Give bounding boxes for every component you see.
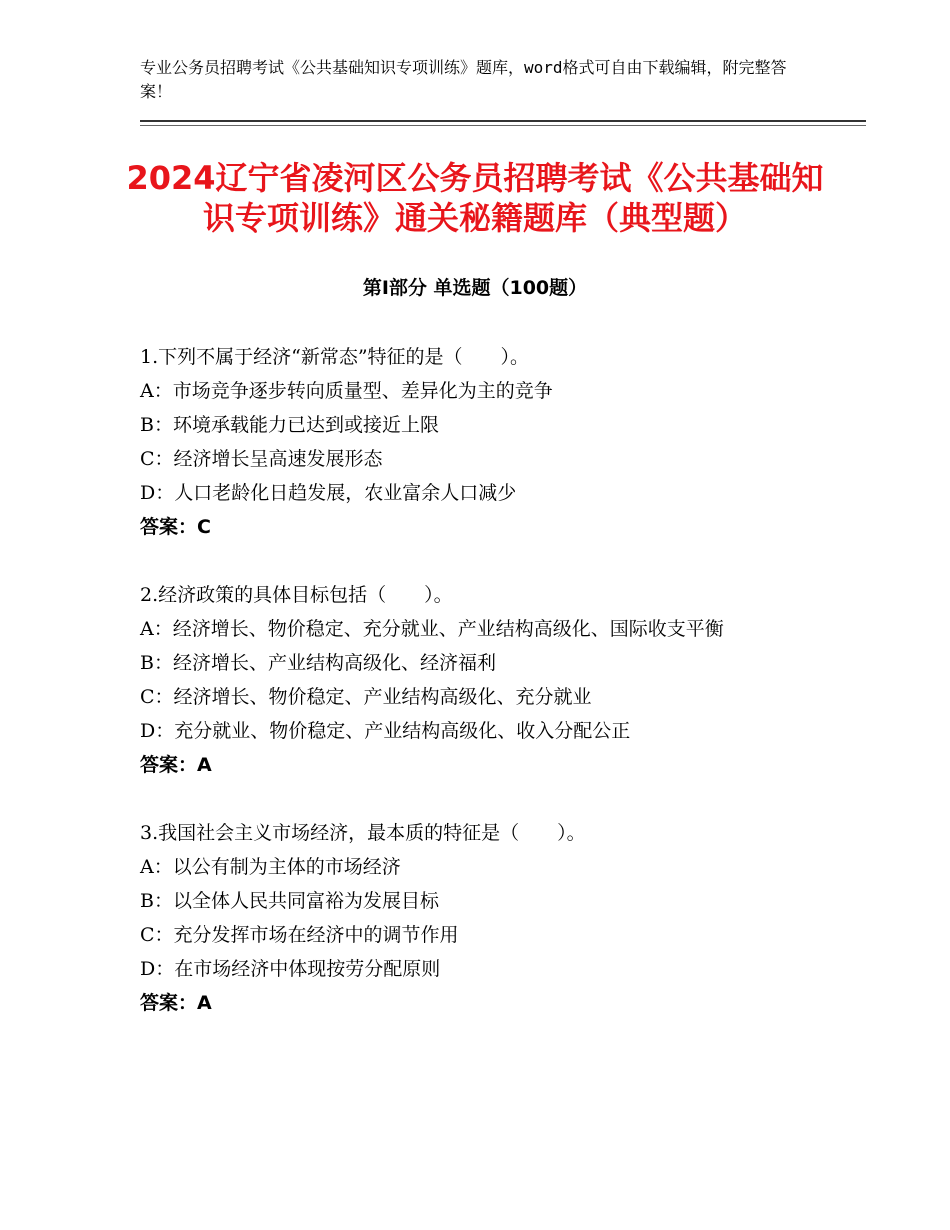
- question-3: [140, 816, 840, 1020]
- question-stem: 3.我国社会主义市场经济，最本质的特征是（ ）。: [140, 822, 586, 844]
- question-list: [140, 340, 840, 1054]
- option-d: D：充分就业、物价稳定、产业结构高级化、收入分配公正: [140, 720, 631, 742]
- option-b: B：环境承载能力已达到或接近上限: [140, 414, 439, 436]
- question-stem: 2.经济政策的具体目标包括（ ）。: [140, 584, 453, 606]
- option-c: C：经济增长呈高速发展形态: [140, 448, 383, 470]
- option-c: C：经济增长、物价稳定、产业结构高级化、充分就业: [140, 686, 592, 708]
- option-d: D：在市场经济中体现按劳分配原则: [140, 958, 441, 980]
- answer-line: 答案：C: [140, 516, 211, 538]
- option-b: B：以全体人民共同富裕为发展目标: [140, 890, 439, 912]
- answer-line: 答案：A: [140, 992, 212, 1014]
- section-title: 第Ⅰ部分 单选题（100题）: [362, 277, 588, 299]
- question-1: [140, 340, 840, 544]
- option-d: D：人口老龄化日趋发展，农业富余人口减少: [140, 482, 517, 504]
- option-a: A：经济增长、物价稳定、充分就业、产业结构高级化、国际收支平衡: [140, 618, 724, 640]
- header-rule-thin: [140, 125, 866, 126]
- header-note: 专业公务员招聘考试《公共基础知识专项训练》题库，word格式可自由下载编辑，附完整答案！: [140, 58, 787, 101]
- option-a: A：以公有制为主体的市场经济: [140, 856, 401, 878]
- question-2: [140, 578, 840, 782]
- answer-line: 答案：A: [140, 754, 212, 776]
- question-stem: 1.下列不属于经济“新常态”特征的是（ ）。: [140, 346, 530, 368]
- option-a: A：市场竞争逐步转向质量型、差异化为主的竞争: [140, 380, 553, 402]
- header-rule-thick: [140, 120, 866, 122]
- document-title: 2024辽宁省凌河区公务员招聘考试《公共基础知识专项训练》通关秘籍题库（典型题）: [126, 159, 824, 237]
- option-b: B：经济增长、产业结构高级化、经济福利: [140, 652, 496, 674]
- option-c: C：充分发挥市场在经济中的调节作用: [140, 924, 459, 946]
